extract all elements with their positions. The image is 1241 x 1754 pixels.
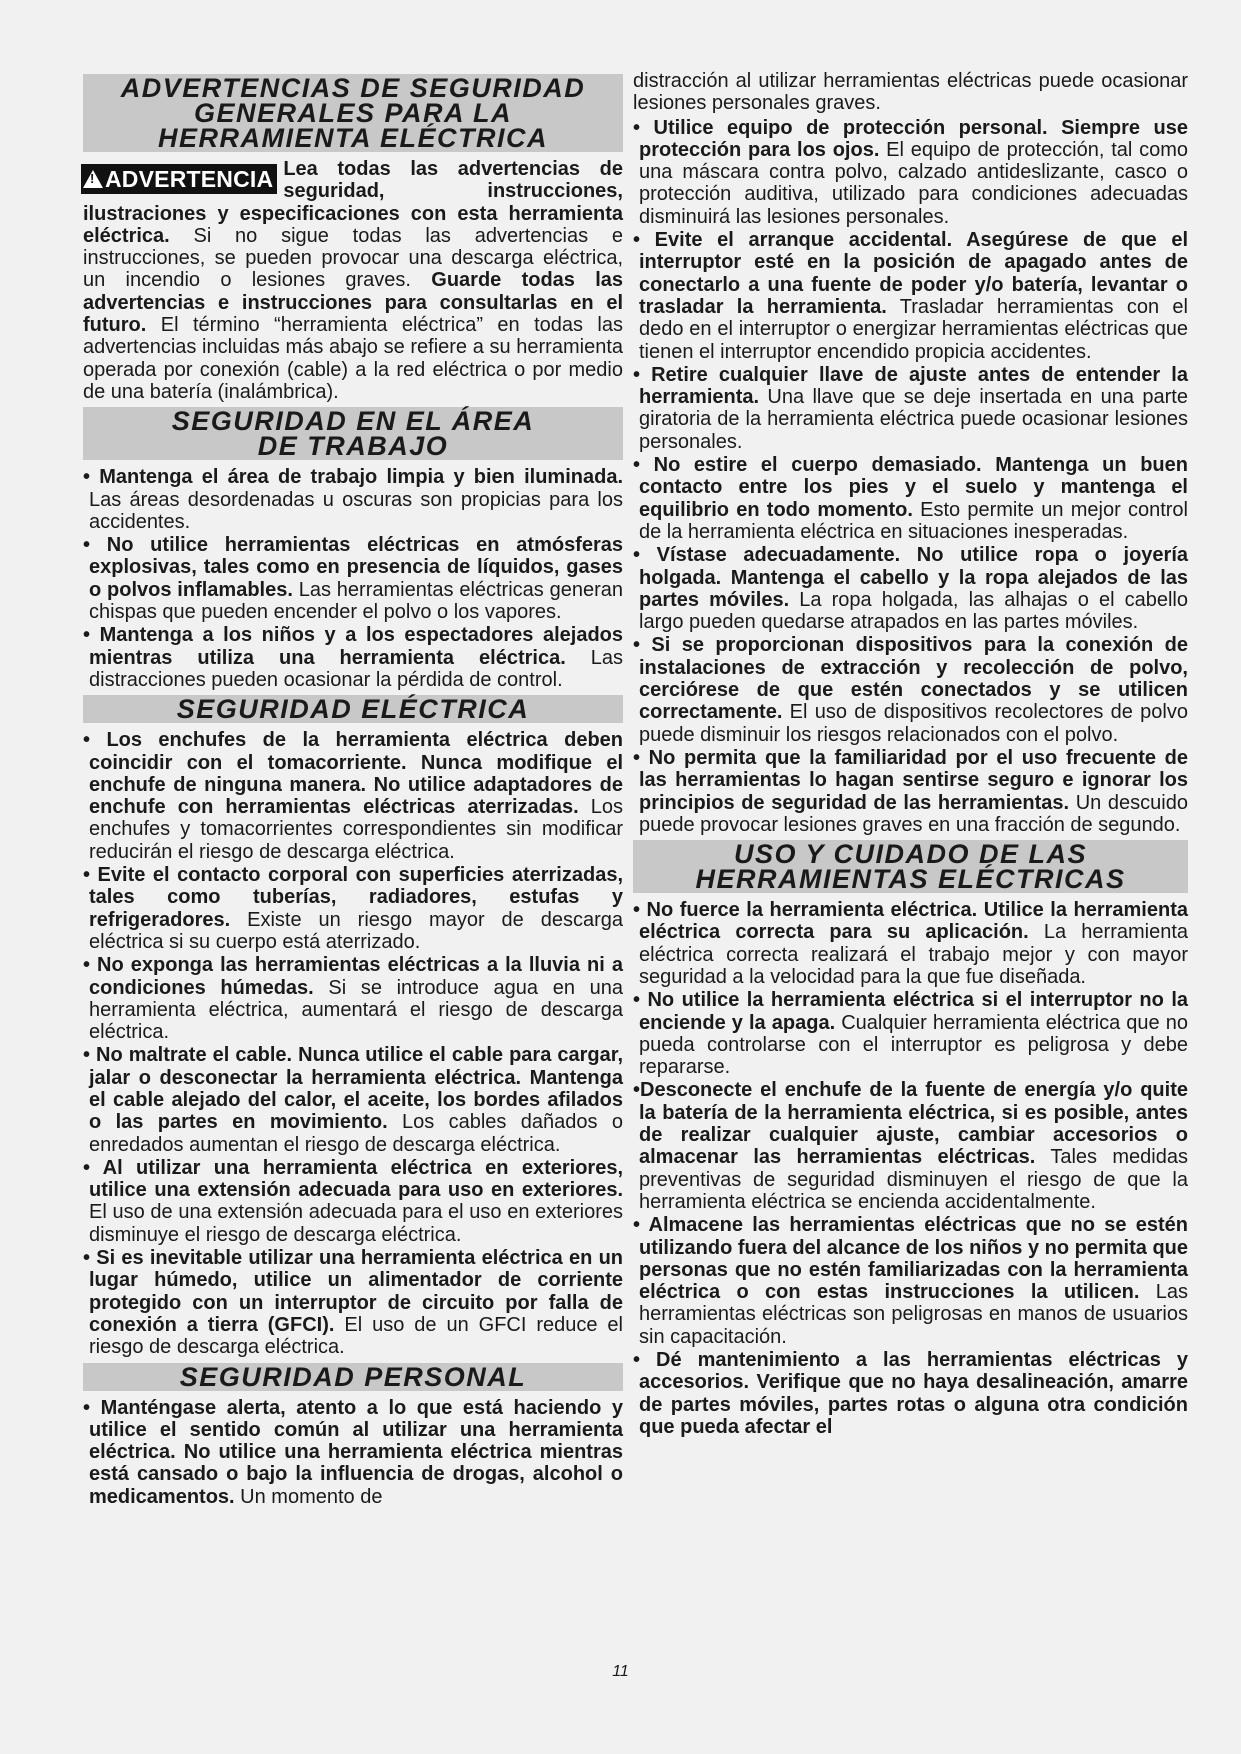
- list-item: • Los enchufes de la herramienta eléctrica deben coincidir con el tomacorriente. Nunca modifique el enchufe de ninguna manera. No utilice adaptadores de enchufe con herramientas eléctricas aterrizadas. Los enchufes y tomacorrientes correspondientes sin modificar reducirán el riesgo de descarga eléctrica.: [83, 729, 624, 863]
- list-item: • Utilice equipo de protección personal. Siempre use protección para los ojos. El equipo de protección, tal como una máscara contra polvo, calzado antideslizante, casco o protección auditiva, utilizado para condiciones adecuadas disminuirá las lesiones personales.: [633, 116, 1189, 228]
- heading-electrical-safety: SEGURIDAD ELÉCTRICA: [83, 695, 623, 723]
- list-item: • No utilice la herramienta eléctrica si el interruptor no la enciende y la apaga. Cualquier herramienta eléctrica que no pueda controlarse con el interruptor es peligrosa y debe repararse.: [633, 989, 1189, 1079]
- list-item: • No exponga las herramientas eléctricas a la lluvia ni a condiciones húmedas. Si se introduce agua en una herramienta eléctrica, aumentará el riesgo de descarga eléctrica.: [83, 954, 623, 1044]
- list-item: •Desconecte el enchufe de la fuente de energía y/o quite la batería de la herramienta eléctrica, si es posible, antes de realizar cualquier ajuste, cambiar accesorios o almacenar las herramientas eléctricas. Tales medidas preventivas de seguridad disminuyen el riesgo de que la herramienta eléctrica se encienda accidentalmente.: [633, 1079, 1188, 1213]
- continued-text: distracción al utilizar herramientas eléctricas puede ocasionar lesiones personales graves.: [633, 70, 1188, 115]
- heading-general-safety: ADVERTENCIAS DE SEGURIDAD GENERALES PARA LA HERRAMIENTA ELÉCTRICA: [83, 74, 623, 152]
- list-item: • Retire cualquier llave de ajuste antes de entender la herramienta. Una llave que se deje insertada en una parte giratoria de la herramienta eléctrica puede ocasionar lesiones personales.: [633, 363, 1188, 453]
- list-item: • No fuerce la herramienta eléctrica. Utilice la herramienta eléctrica correcta para su aplicación. La herramienta eléctrica correcta realizará el trabajo mejor y con mayor seguridad a la velocidad para la que fue diseñada.: [633, 899, 1189, 988]
- list-item: • Vístase adecuadamente. No utilice ropa o joyería holgada. Mantenga el cabello y la ropa alejados de las partes móviles. La ropa holgada, las alhajas o el cabello largo pueden quedarse atrapados en las partes móviles.: [633, 544, 1188, 634]
- list-item: • Dé mantenimiento a las herramientas eléctricas y accesorios. Verifique que no haya desalineación, amarre de partes móviles, partes rotas o alguna otra condición que pueda afectar el: [633, 1349, 1188, 1438]
- list-item: • Si se proporcionan dispositivos para la conexión de instalaciones de extracción y recolección de polvo, cerciórese de que estén conectados y se utilicen correctamente. El uso de dispositivos recolectores de polvo puede disminuir los riesgos relacionados con el polvo.: [633, 634, 1188, 746]
- list-item: • No estire el cuerpo demasiado. Mantenga un buen contacto entre los pies y el suelo y mantenga el equilibrio en todo momento. Esto permite un mejor control de la herramienta eléctrica en situaciones inesperadas.: [633, 454, 1188, 543]
- warning-triangle-icon: [83, 170, 103, 188]
- list-item: • No utilice herramientas eléctricas en atmósferas explosivas, tales como en presencia de líquidos, gases o polvos inflamables. Las herramientas eléctricas generan chispas que pueden encender el polvo o los vapores.: [83, 534, 623, 624]
- list-item: • Manténgase alerta, atento a lo que está haciendo y utilice el sentido común al utilizar una herramienta eléctrica. No utilice una herramienta eléctrica mientras está cansado o bajo la influencia de drogas, alcohol o medicamentos. Un momento de: [83, 1396, 623, 1508]
- list-item: • Evite el arranque accidental. Asegúrese de que el interruptor esté en la posición de apagado antes de conectarlo a una fuente de poder y/o batería, levantar o trasladar la herramienta. Trasladar herramientas con el dedo en el interruptor o energizar herramientas eléctricas que tienen el interruptor encendido propicia accidentes.: [633, 229, 1188, 363]
- list-item: • Mantenga a los niños y a los espectadores alejados mientras utiliza una herramienta eléctrica. Las distracciones pueden ocasionar la pérdida de control.: [83, 624, 623, 691]
- heading-personal-safety: SEGURIDAD PERSONAL: [83, 1363, 623, 1391]
- warning-paragraph: !ADVERTENCIA Lea todas las advertencias de seguridad, instrucciones, ilustraciones y especificaciones con esta herramienta eléctrica. Si no sigue todas las advertencias e instrucciones, se pueden provocar una descarga eléctrica, un incendio o lesiones graves. Guarde todas las advertencias e instrucciones para consultarlas en el futuro. El término “herramienta eléctrica” en todas las advertencias incluidas más abajo se refiere a su herramienta operada por conexión (cable) a la red eléctrica o por medio de una batería (inalámbrica).: [83, 158, 623, 403]
- list-item: • Evite el contacto corporal con superficies aterrizadas, tales como tuberías, radiadores, estufas y refrigeradores. Existe un riesgo mayor de descarga eléctrica si su cuerpo está aterrizado.: [83, 864, 623, 953]
- heading-use-and-care: USO Y CUIDADO DE LAS HERRAMIENTAS ELÉCTRICAS: [633, 840, 1188, 893]
- list-item: • Al utilizar una herramienta eléctrica en exteriores, utilice una extensión adecuada para uso en exteriores. El uso de una extensión adecuada para el uso en exteriores disminuye el riesgo de descarga eléctrica.: [83, 1156, 623, 1246]
- right-column: [633, 70, 1188, 1439]
- list-item: • No permita que la familiaridad por el uso frecuente de las herramientas lo hagan sentirse seguro e ignorar los principios de seguridad de las herramientas. Un descuido puede provocar lesiones graves en una fracción de segundo.: [633, 746, 1188, 836]
- list-item: • No maltrate el cable. Nunca utilice el cable para cargar, jalar o desconectar la herramienta eléctrica. Mantenga el cable alejado del calor, el aceite, los bordes afilados o las partes en movimiento. Los cables dañados o enredados aumentan el riesgo de descarga eléctrica.: [83, 1044, 623, 1156]
- list-item: • Mantenga el área de trabajo limpia y bien iluminada. Las áreas desordenadas u oscuras son propicias para los accidentes.: [83, 466, 623, 533]
- left-column: [83, 70, 623, 1509]
- heading-work-area: SEGURIDAD EN EL ÁREA DE TRABAJO: [83, 407, 623, 460]
- warning-badge: !ADVERTENCIA: [81, 164, 277, 194]
- list-item: • Almacene las herramientas eléctricas que no se estén utilizando fuera del alcance de los niños y no permita que personas que no estén familiarizadas con la herramienta eléctrica o con estas instrucciones la utilicen. Las herramientas eléctricas son peligrosas en manos de usuarios sin capacitación.: [633, 1214, 1189, 1348]
- page-number: 11: [612, 1663, 629, 1680]
- list-item: • Si es inevitable utilizar una herramienta eléctrica en un lugar húmedo, utilice un alimentador de corriente protegido con un interruptor de circuito por falla de conexión a tierra (GFCI). El uso de un GFCI reduce el riesgo de descarga eléctrica.: [83, 1247, 624, 1359]
